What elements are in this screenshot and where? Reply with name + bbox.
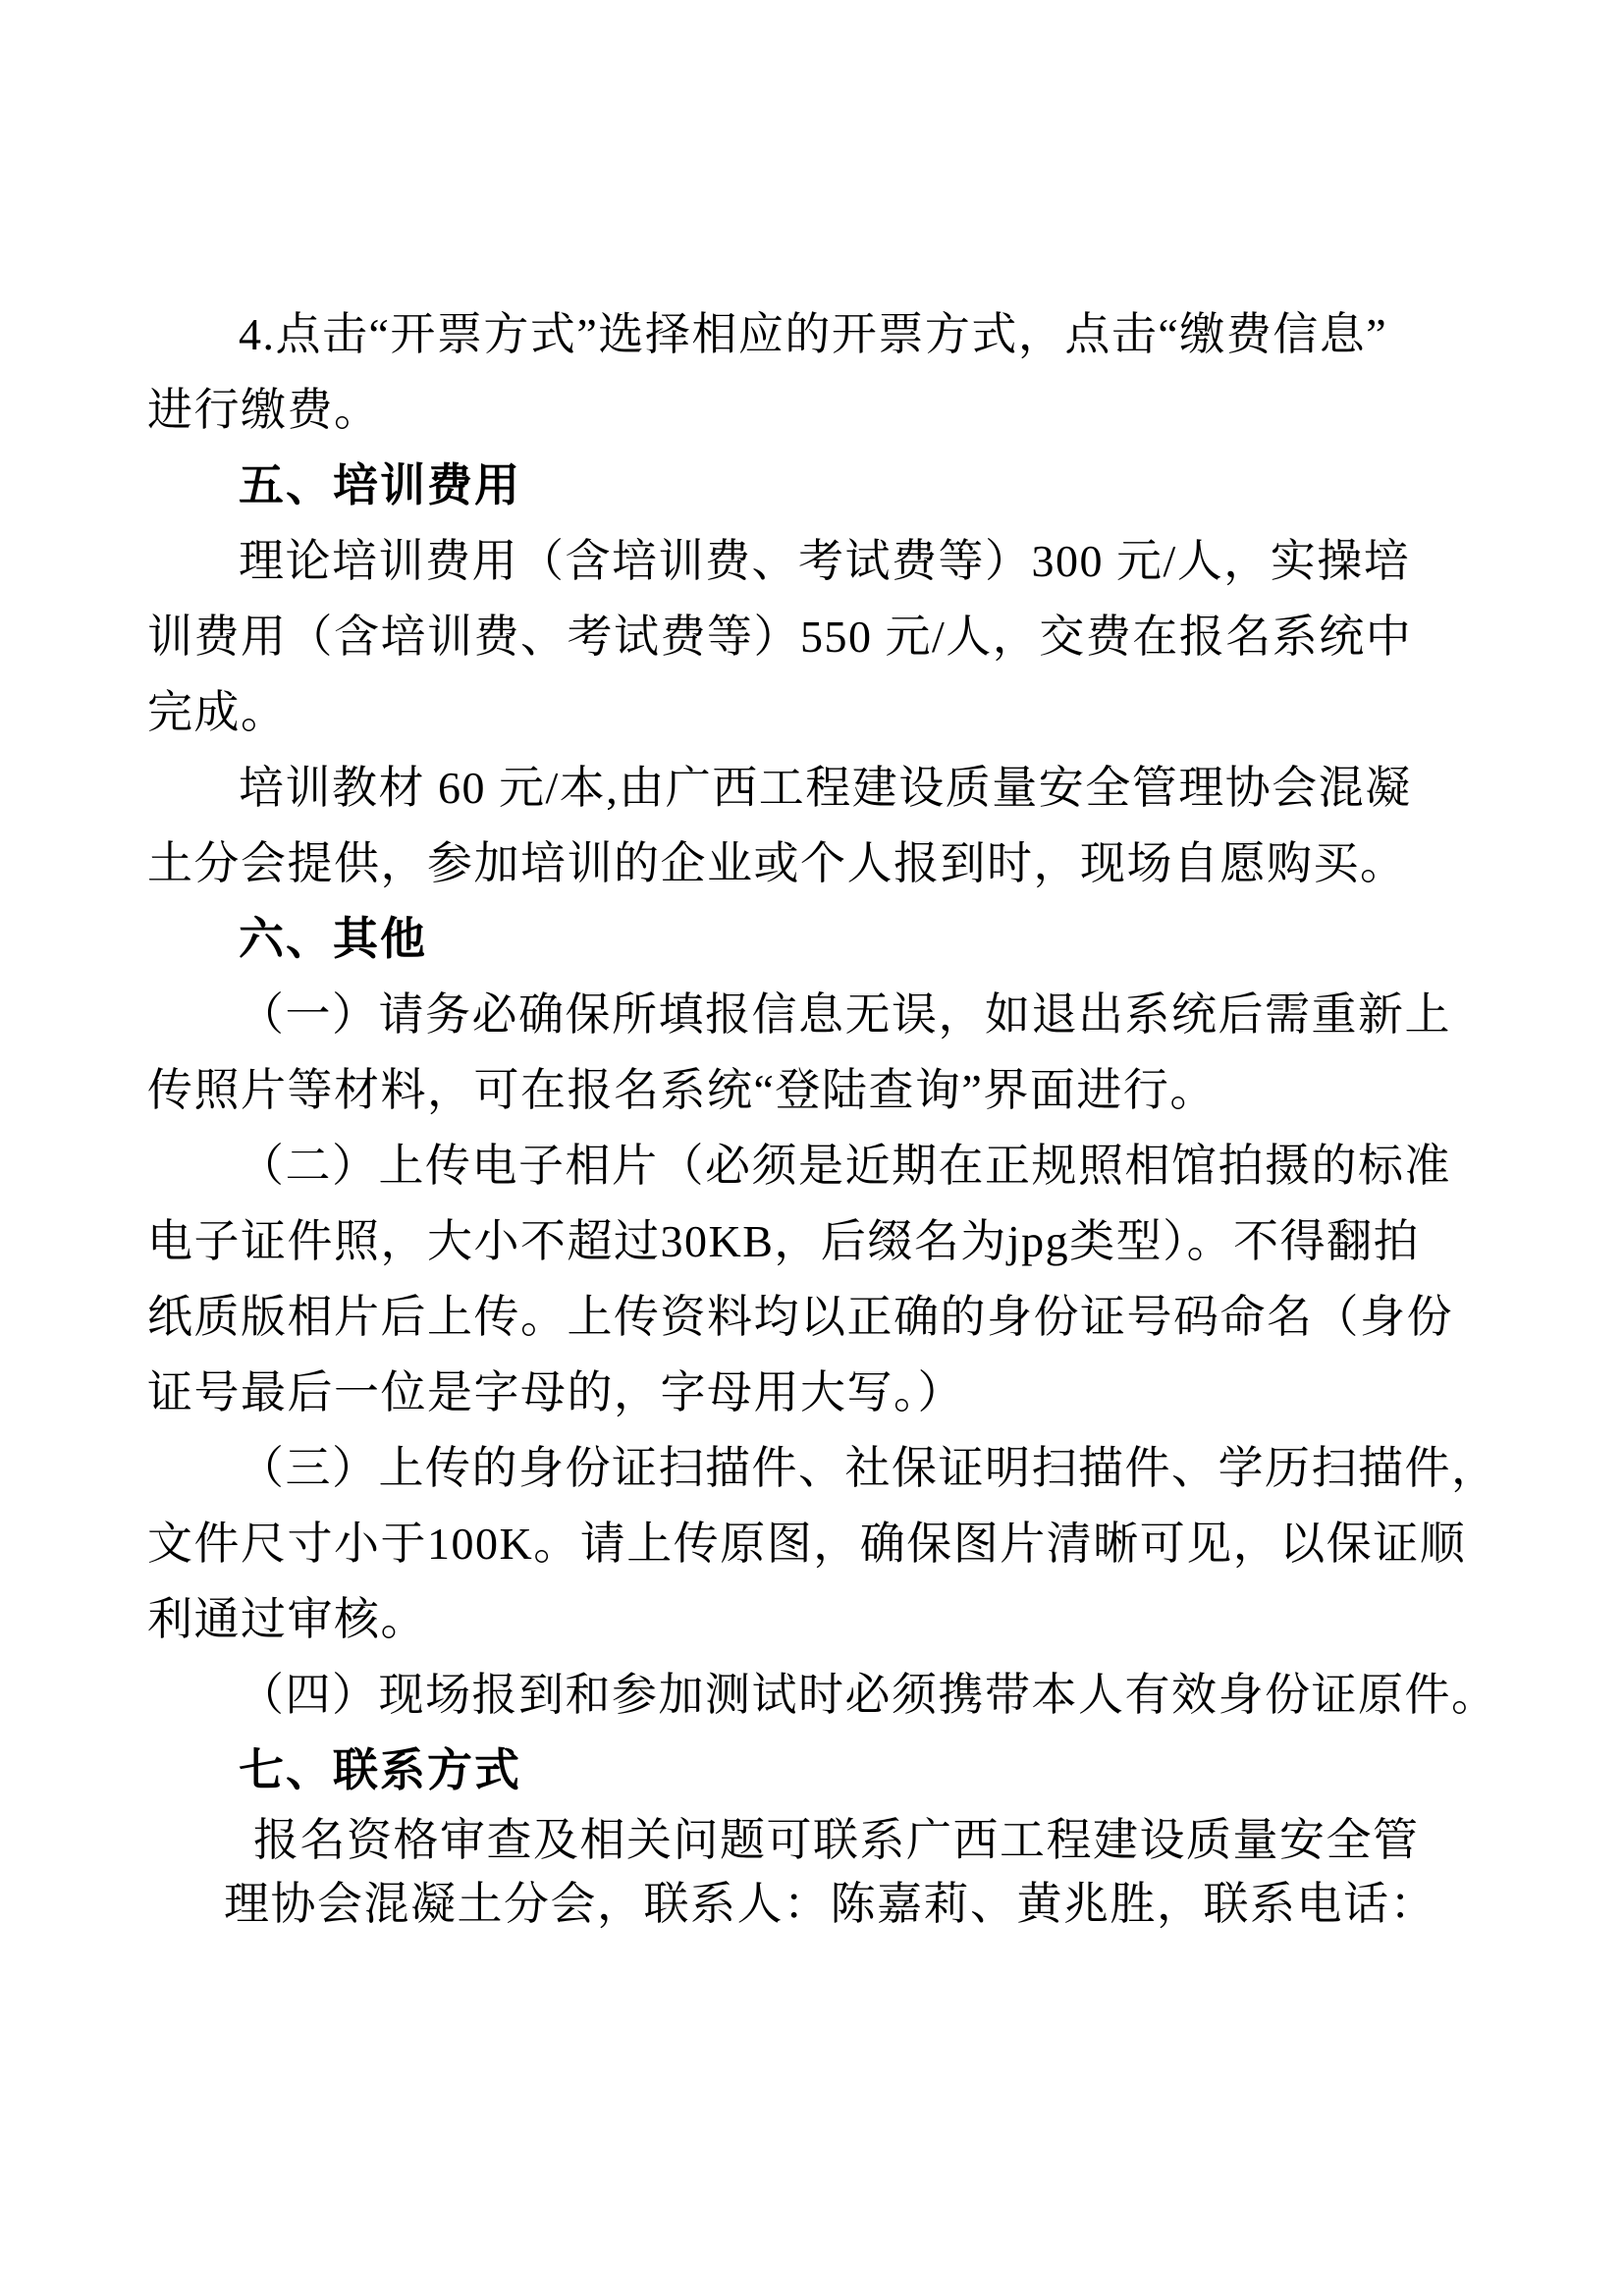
text-line: 训费用（含培训费、考试费等）550 元/人，交费在报名系统中: [147, 612, 1413, 662]
text-line: 理论培训费用（含培训费、考试费等）300 元/人，实操培: [239, 536, 1411, 586]
text-line: 证号最后一位是字母的，字母用大写。）: [147, 1367, 964, 1417]
text-line: 利通过审核。: [147, 1594, 427, 1644]
document-body: [147, 296, 1498, 1936]
text-line: （四）现场报到和参加测试时必须携带本人有效身份证原件。: [239, 1670, 1498, 1720]
text-line: 4.点击“开票方式”选择相应的开票方式，点击“缴费信息”: [239, 309, 1388, 359]
text-line: 电子证件照，大小不超过30KB，后缀名为jpg类型）。不得翻拍: [147, 1216, 1421, 1266]
text-line: 报名资格审查及相关问题可联系广西工程建设质量安全管: [253, 1815, 1420, 1865]
text-line: 文件尺寸小于100K。请上传原图，确保图片清晰可见，以保证顺: [147, 1519, 1467, 1569]
text-line: 传照片等材料，可在报名系统“登陆查询”界面进行。: [147, 1065, 1217, 1115]
text-line: 纸质版相片后上传。上传资料均以正确的身份证号码命名（身份: [147, 1292, 1453, 1342]
text-line: 理协会混凝土分会，联系人：陈嘉莉、黄兆胜，联系电话：: [224, 1879, 1436, 1929]
text-line: 完成。: [147, 687, 288, 737]
section-heading-contact: 七、联系方式: [239, 1744, 521, 1795]
section-heading-training-fee: 五、培训费用: [239, 459, 521, 510]
text-line: 培训教材 60 元/本,由广西工程建设质量安全管理协会混凝: [239, 763, 1412, 813]
text-line: （二）上传电子相片（必须是近期在正规照相馆拍摄的标准: [239, 1141, 1451, 1191]
text-line: 土分会提供，参加培训的企业或个人报到时，现场自愿购买。: [147, 838, 1407, 888]
section-heading-other: 六、其他: [239, 913, 427, 964]
text-line: （三）上传的身份证扫描件、社保证明扫描件、学历扫描件，: [239, 1443, 1498, 1493]
text-line: （一）请务必确保所填报信息无误，如退出系统后需重新上: [239, 989, 1451, 1040]
text-line: 进行缴费。: [147, 385, 381, 435]
